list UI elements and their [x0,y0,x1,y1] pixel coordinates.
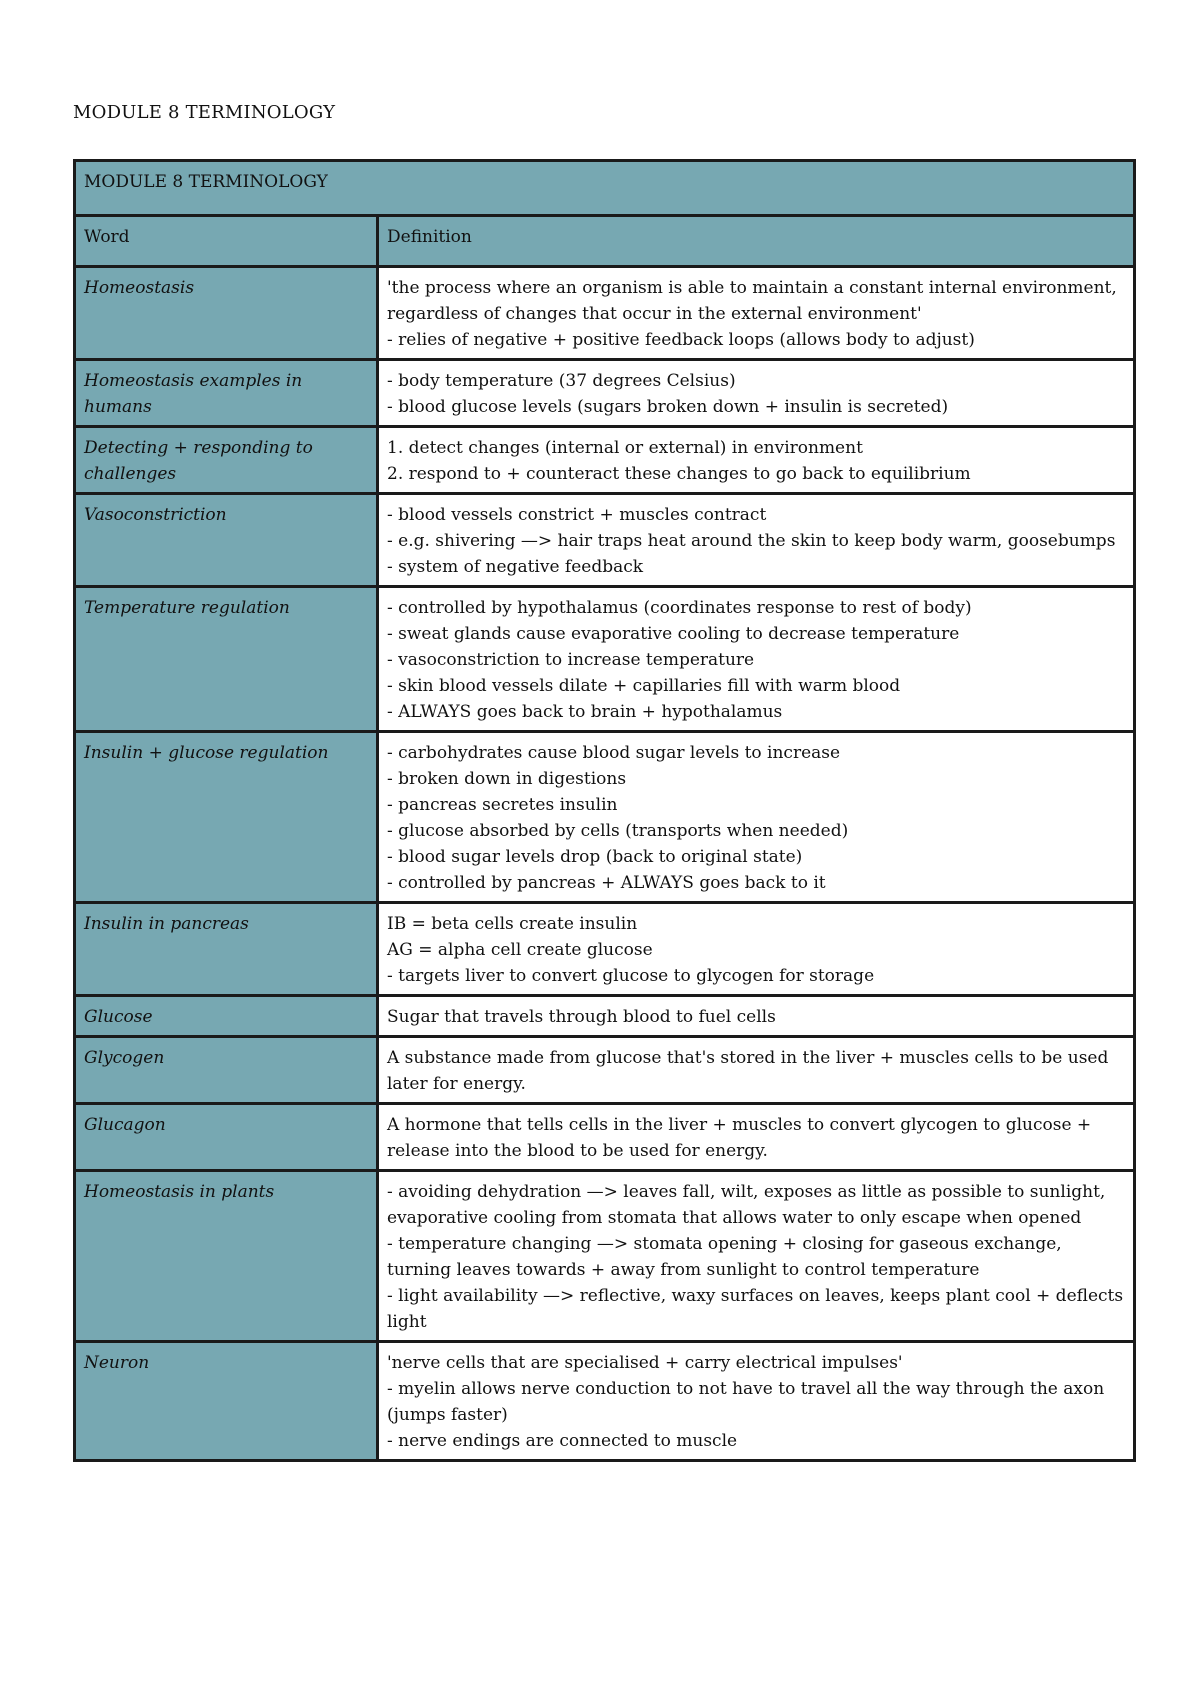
term-definition [378,1037,1135,1104]
term-word: Temperature regulation [75,587,378,732]
table-row [75,1037,1135,1104]
document-title: MODULE 8 TERMINOLOGY [73,102,336,123]
header-word: Word [75,216,378,267]
definition-line: - broken down in digestions [387,769,627,789]
definition-line: - blood glucose levels (sugars broken down + insulin is secreted) [387,397,949,417]
table-row [75,267,1135,360]
term-definition [378,587,1135,732]
table-row [75,360,1135,427]
definition-line: 'nerve cells that are specialised + carry electrical impulses' [387,1353,903,1373]
term-definition [378,732,1135,903]
term-definition [378,360,1135,427]
definition-line: - glucose absorbed by cells (transports when needed) [387,821,849,841]
term-word: Homeostasis in plants [75,1171,378,1342]
term-definition [378,427,1135,494]
definition-line: - system of negative feedback [387,557,644,577]
definition-line: 2. respond to + counteract these changes to go back to equilibrium [387,464,971,484]
term-word: Neuron [75,1342,378,1461]
table-row [75,732,1135,903]
definition-line: - carbohydrates cause blood sugar levels to increase [387,743,841,763]
definition-line: - nerve endings are connected to muscle [387,1431,738,1451]
term-word: Detecting + responding to challenges [75,427,378,494]
table-row [75,494,1135,587]
table-row [75,427,1135,494]
definition-line: - body temperature (37 degrees Celsius) [387,371,736,391]
term-definition [378,1342,1135,1461]
definition-line: - skin blood vessels dilate + capillaries fill with warm blood [387,676,901,696]
definition-line: - myelin allows nerve conduction to not have to travel all the way through the axon (jumps faster) [387,1379,1105,1425]
term-word: Homeostasis examples in humans [75,360,378,427]
term-word: Glycogen [75,1037,378,1104]
definition-line: - blood sugar levels drop (back to original state) [387,847,803,867]
definition-line: AG = alpha cell create glucose [387,940,653,960]
table-caption: MODULE 8 TERMINOLOGY [75,161,1135,216]
term-word: Insulin in pancreas [75,903,378,996]
definition-line: - controlled by hypothalamus (coordinates response to rest of body) [387,598,972,618]
header-definition: Definition [378,216,1135,267]
term-word: Glucagon [75,1104,378,1171]
definition-line: - pancreas secretes insulin [387,795,618,815]
definition-line: 'the process where an organism is able to maintain a constant internal environment, regardless of changes that occur in the external environment' [387,278,1117,324]
definition-line: - sweat glands cause evaporative cooling to decrease temperature [387,624,960,644]
definition-line: - targets liver to convert glucose to glycogen for storage [387,966,875,986]
term-definition [378,494,1135,587]
term-definition [378,996,1135,1037]
table-body [75,267,1135,1461]
definition-line: - temperature changing —> stomata opening + closing for gaseous exchange, turning leaves towards + away from sunlight to control temperature [387,1234,1062,1280]
definition-line: - avoiding dehydration —> leaves fall, wilt, exposes as little as possible to sunlight, evaporative cooling from stomata that allows water to only escape when opened [387,1182,1106,1228]
term-word: Homeostasis [75,267,378,360]
term-definition [378,903,1135,996]
definition-line: - relies of negative + positive feedback loops (allows body to adjust) [387,330,975,350]
definition-line: A hormone that tells cells in the liver + muscles to convert glycogen to glucose + release into the blood to be used for energy. [387,1115,1092,1161]
term-word: Insulin + glucose regulation [75,732,378,903]
table-row [75,903,1135,996]
term-word: Glucose [75,996,378,1037]
definition-line: - light availability —> reflective, waxy surfaces on leaves, keeps plant cool + deflects light [387,1286,1124,1332]
definition-line: IB = beta cells create insulin [387,914,638,934]
definition-line: 1. detect changes (internal or external) in environment [387,438,863,458]
term-word: Vasoconstriction [75,494,378,587]
definition-line: - controlled by pancreas + ALWAYS goes back to it [387,873,826,893]
definition-line: A substance made from glucose that's stored in the liver + muscles cells to be used later for energy. [387,1048,1109,1094]
terminology-table [73,159,1136,1462]
table-row [75,1104,1135,1171]
term-definition [378,1104,1135,1171]
table-row [75,1171,1135,1342]
term-definition [378,1171,1135,1342]
table-row [75,1342,1135,1461]
table-row [75,587,1135,732]
table-row [75,996,1135,1037]
definition-line: - vasoconstriction to increase temperature [387,650,755,670]
definition-line: Sugar that travels through blood to fuel cells [387,1007,776,1027]
definition-line: - e.g. shivering —> hair traps heat around the skin to keep body warm, goosebumps [387,531,1116,551]
term-definition [378,267,1135,360]
table-header-row [75,216,1135,267]
table-caption-row [75,161,1135,216]
definition-line: - ALWAYS goes back to brain + hypothalamus [387,702,783,722]
definition-line: - blood vessels constrict + muscles contract [387,505,767,525]
